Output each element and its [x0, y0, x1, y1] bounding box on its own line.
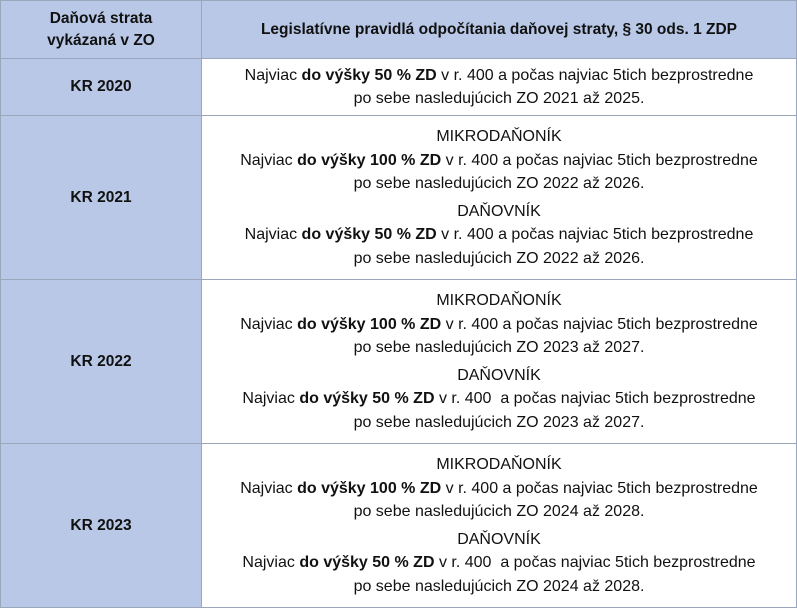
- rule-line2: po sebe nasledujúcich ZO 2021 až 2025.: [353, 90, 645, 107]
- row-label: KR 2020: [1, 59, 202, 116]
- rule-line2: po sebe nasledujúcich ZO 2022 až 2026.: [353, 249, 645, 267]
- category-micro: MIKRODAŇONÍK: [436, 456, 562, 473]
- row-label: KR 2023: [1, 444, 202, 608]
- category-taxpayer: DAŇOVNÍK: [457, 202, 541, 220]
- rule-line2: po sebe nasledujúcich ZO 2024 až 2028.: [353, 503, 645, 520]
- rule-line1: Najviac do výšky 100 % ZD v r. 400 a počas najviac 5tich bezprostredne: [240, 151, 758, 169]
- header-col-rules: Legislatívne pravidlá odpočítania daňovej straty, § 30 ods. 1 ZDP: [202, 1, 797, 59]
- row-label: KR 2022: [1, 280, 202, 444]
- rule-line2: po sebe nasledujúcich ZO 2023 až 2027.: [353, 339, 645, 356]
- category-micro: MIKRODAŇONÍK: [436, 292, 562, 309]
- row-rules: [202, 116, 797, 280]
- header-col-loss-period: [1, 1, 202, 59]
- rule-line1: Najviac do výšky 100 % ZD v r. 400 a počas najviac 5tich bezprostredne: [240, 315, 758, 333]
- table-row: [1, 116, 797, 280]
- header-col1-line2: vykázaná v ZO: [47, 31, 155, 49]
- table-row: [1, 59, 797, 116]
- category-taxpayer: DAŇOVNÍK: [457, 366, 541, 384]
- header-col1-line1: Daňová strata: [49, 9, 153, 27]
- row-rules: [202, 444, 797, 608]
- category-taxpayer: DAŇOVNÍK: [457, 530, 541, 548]
- rule-line1: Najviac do výšky 50 % ZD v r. 400 a počas najviac 5tich bezprostredne: [242, 554, 756, 571]
- rule-line2: po sebe nasledujúcich ZO 2023 až 2027.: [353, 413, 645, 431]
- rule-line1: Najviac do výšky 100 % ZD v r. 400 a počas najviac 5tich bezprostredne: [240, 479, 758, 497]
- category-micro: MIKRODAŇONÍK: [436, 128, 562, 145]
- rule-line1: Najviac do výšky 50 % ZD v r. 400 a počas najviac 5tich bezprostredne: [242, 390, 756, 407]
- table-row: [1, 280, 797, 444]
- rule-line2: po sebe nasledujúcich ZO 2022 až 2026.: [353, 175, 645, 192]
- row-rules: [202, 59, 797, 116]
- rule-line1: Najviac do výšky 50 % ZD v r. 400 a počas najviac 5tich bezprostredne: [244, 226, 754, 243]
- rule-line1: Najviac do výšky 50 % ZD v r. 400 a počas najviac 5tich bezprostredne: [244, 66, 754, 84]
- rule-line2: po sebe nasledujúcich ZO 2024 až 2028.: [353, 577, 645, 595]
- table-row: [1, 444, 797, 608]
- row-label: KR 2021: [1, 116, 202, 280]
- header-row: [1, 1, 797, 59]
- row-rules: [202, 280, 797, 444]
